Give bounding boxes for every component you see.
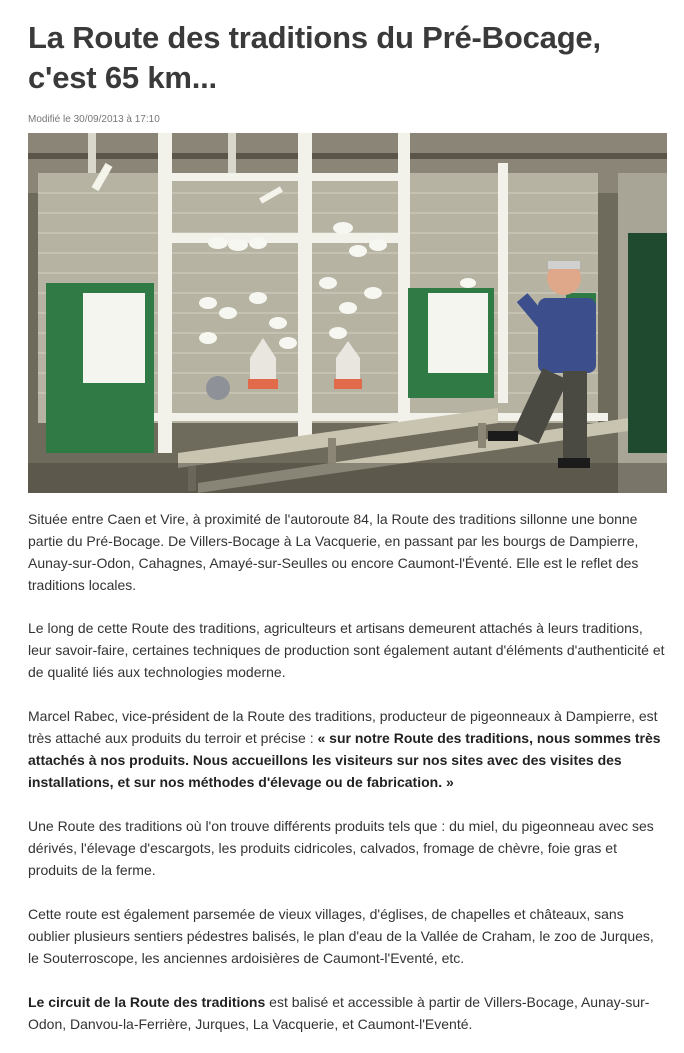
paragraph-3-intro: Marcel Rabec, vice-président de la Route des traditions, producteur de pigeonneaux à Dampierre, est très attaché aux produits du terroir et précise : bbox=[28, 708, 658, 746]
paragraph-2: Le long de cette Route des traditions, agriculteurs et artisans demeurent attachés à leurs traditions, leur savoir-faire, certaines techniques de production sont également autant d'éléments d'authenticité et de qualité liés aux technologies moderne. bbox=[28, 620, 665, 680]
paragraph-6-rest: est balisé et accessible à partir de Villers-Bocage, Aunay-sur-Odon, Danvou-la-Ferrière, Jurques, La Vacquerie, et Caumont-l'Eventé. bbox=[28, 994, 650, 1032]
paragraph-6 bbox=[28, 991, 668, 1035]
article-title bbox=[28, 18, 668, 98]
article-title-line-1: La Route des traditions du Pré-Bocage, bbox=[28, 20, 601, 55]
paragraph-4: Une Route des traditions où l'on trouve différents produits tels que : du miel, du pigeonneau avec ses dérivés, l'élevage d'escargots, les produits cidricoles, calvados, fromage de chèvre, foie gras et produits de la ferme. bbox=[28, 818, 654, 878]
article-title-line-2: c'est 65 km... bbox=[28, 60, 217, 95]
photo-pigeon-loft-illustration bbox=[28, 133, 667, 493]
paragraph-6-bold: Le circuit de la Route des traditions bbox=[28, 994, 266, 1010]
paragraph-3 bbox=[28, 705, 668, 793]
paragraph-1: Située entre Caen et Vire, à proximité de l'autoroute 84, la Route des traditions sillonne une bonne partie du Pré-Bocage. De Villers-Bocage à La Vacquerie, en passant par les bourgs de Dampierre, Aunay-sur-Odon, Cahagnes, Amayé-sur-Seulles ou encore Caumont-l'Éventé. Elle est le reflet des traditions locales. bbox=[28, 511, 639, 593]
paragraph-5: Cette route est également parsemée de vieux villages, d'églises, de chapelles et châteaux, sans oublier plusieurs sentiers pédestres balisés, le plan d'eau de la Vallée de Craham, le zoo de Jurques, le Souterroscope, les anciennes ardoisières de Caumont-l'Eventé, etc. bbox=[28, 906, 654, 966]
paragraph-3-quote: « sur notre Route des traditions, nous sommes très attachés à nos produits. Nous accueillons les visiteurs sur nos sites avec des visites des installations, et sur nos méthodes d'élevage ou de fabrication. » bbox=[28, 730, 661, 790]
modified-date: Modifié le 30/09/2013 à 17:10 bbox=[28, 114, 160, 125]
article-photo bbox=[28, 133, 667, 493]
